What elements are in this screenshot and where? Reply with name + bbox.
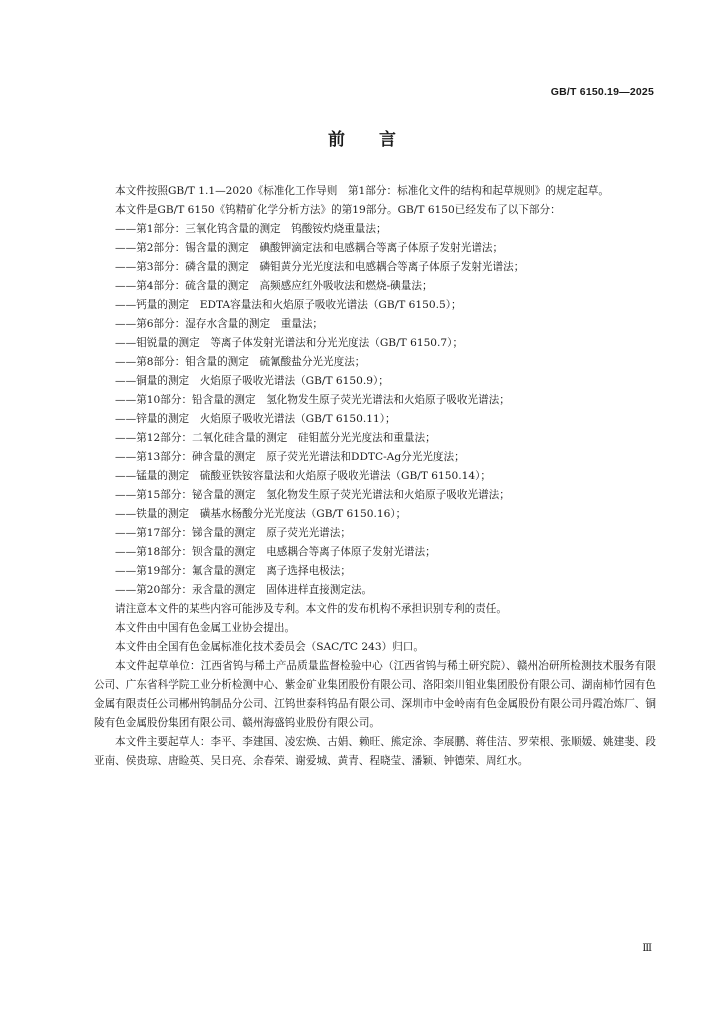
list-item: ——锰量的测定 硫酸亚铁铵容量法和火焰原子吸收光谱法（GB/T 6150.14）； xyxy=(115,470,491,482)
list-item: ——铜量的测定 火焰原子吸收光谱法（GB/T 6150.9）； xyxy=(115,375,389,387)
list-item: ——第10部分：铅含量的测定 氢化物发生原子荧光光谱法和火焰原子吸收光谱法； xyxy=(115,394,510,406)
page-title: 前言 xyxy=(328,130,430,150)
paragraph-committee: 本文件由全国有色金属标准化技术委员会（SAC/TC 243）归口。 xyxy=(115,641,424,653)
paragraph-series-intro: 本文件是GB/T 6150《钨精矿化学分析方法》的第19部分。GB/T 6150已经发布了以下部分： xyxy=(115,204,561,216)
parts-list xyxy=(94,220,656,600)
list-item: ——第3部分：磷含量的测定 磷钼黄分光光度法和电感耦合等离子体原子发射光谱法； xyxy=(115,261,525,273)
list-item: ——第6部分：湿存水含量的测定 重量法； xyxy=(115,318,324,330)
paragraph-patent-notice: 请注意本文件的某些内容可能涉及专利。本文件的发布机构不承担识别专利的责任。 xyxy=(115,603,507,615)
list-item: ——第15部分：铋含量的测定 氢化物发生原子荧光光谱法和火焰原子吸收光谱法； xyxy=(115,489,510,501)
list-item: ——第12部分：二氧化硅含量的测定 硅钼蓝分光光度法和重量法； xyxy=(115,432,436,444)
list-item: ——第17部分：锑含量的测定 原子荧光光谱法； xyxy=(115,527,351,539)
document-body xyxy=(94,182,656,771)
paragraph-drafters: 本文件主要起草人：李平、李建国、凌宏焕、古娟、赖旺、熊定涂、李展鹏、蒋佳洁、罗荣根、张顺媛、姚建斐、段亚南、侯贵琼、唐睑英、吴日亮、余春荣、谢爱城、黄青、程晓莹、潘颖、钟德荣、周红水。 xyxy=(94,736,656,767)
list-item: ——第2部分：锡含量的测定 碘酸钾滴定法和电感耦合等离子体原子发射光谱法； xyxy=(115,242,504,254)
standard-code: GB/T 6150.19—2025 xyxy=(550,86,654,98)
list-item: ——第4部分：硫含量的测定 高频感应红外吸收法和燃烧-碘量法； xyxy=(115,280,433,292)
list-item: ——第13部分：砷含量的测定 原子荧光光谱法和DDTC-Ag分光光度法； xyxy=(115,451,465,463)
list-item: ——第20部分：汞含量的测定 固体进样直接测定法。 xyxy=(115,584,373,596)
paragraph-drafting-rules: 本文件按照GB/T 1.1—2020《标准化工作导则 第1部分：标准化文件的结构和起草规则》的规定起草。 xyxy=(115,185,609,197)
list-item: ——第1部分：三氧化钨含量的测定 钨酸铵灼烧重量法； xyxy=(115,223,387,235)
list-item: ——钼锐量的测定 等离子体发射光谱法和分光光度法（GB/T 6150.7）； xyxy=(115,337,464,349)
page-number: Ⅲ xyxy=(642,943,652,954)
list-item: ——铁量的测定 磺基水杨酸分光光度法（GB/T 6150.16）； xyxy=(115,508,407,520)
paragraph-drafting-units: 本文件起草单位：江西省钨与稀土产品质量监督检验中心（江西省钨与稀土研究院）、赣州冶研所检测技术服务有限公司、广东省科学院工业分析检测中心、紫金矿业集团股份有限公司、洛阳栾川钼业集团股份有限公司、湖南柿竹园有色金属有限责任公司郴州钨制品分公司、江钨世泰科钨品有限公司、深圳市中金岭南有色金属股份有限公司丹霞冶炼厂、铜陵有色金属股份集团有限公司、赣州海盛钨业股份有限公司。 xyxy=(94,660,656,729)
list-item: ——第18部分：钡含量的测定 电感耦合等离子体原子发射光谱法； xyxy=(115,546,436,558)
list-item: ——钙量的测定 EDTA容量法和火焰原子吸收光谱法（GB/T 6150.5）； xyxy=(115,299,462,311)
paragraph-proposer: 本文件由中国有色金属工业协会提出。 xyxy=(115,622,296,634)
list-item: ——第8部分：钼含量的测定 硫氰酸盐分光光度法； xyxy=(115,356,366,368)
list-item: ——第19部分：氟含量的测定 离子选择电极法； xyxy=(115,565,351,577)
list-item: ——锌量的测定 火焰原子吸收光谱法（GB/T 6150.11）； xyxy=(115,413,396,425)
